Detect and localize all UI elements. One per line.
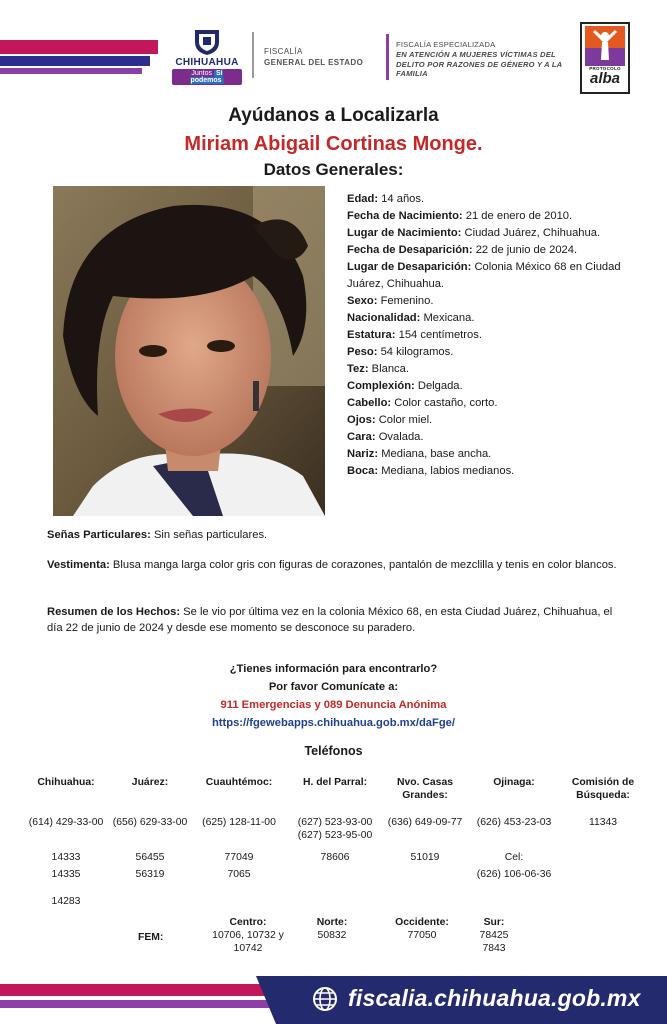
col-header-cuauhtemoc: Cuauhtémoc:	[205, 777, 273, 788]
data-row-peso	[347, 344, 647, 361]
data-row-lugar-desaparicion	[347, 259, 647, 293]
slogan-left: Juntos	[191, 70, 213, 77]
slogan-right: Sí podemos	[190, 70, 223, 84]
data-row-sexo	[347, 293, 647, 310]
data-row-lugar-nacimiento	[347, 225, 647, 242]
col-header-casas-grandes	[380, 776, 470, 802]
phones-title: Teléfonos	[304, 744, 363, 758]
data-value: Blanca.	[368, 363, 409, 375]
phone-cell: 14283	[51, 896, 81, 907]
col-header-ojinaga: Ojinaga:	[493, 777, 535, 788]
data-label: Fecha de Desaparición:	[347, 244, 473, 256]
data-label: Estatura:	[347, 329, 396, 341]
data-row-fecha-desaparicion	[347, 242, 647, 259]
fem-occidente	[382, 916, 462, 942]
data-label: Lugar de Desaparición:	[347, 261, 472, 273]
data-row-tez	[347, 361, 647, 378]
fem-line1: FISCALÍA ESPECIALIZADA	[396, 40, 496, 49]
data-label: Complexión:	[347, 380, 415, 392]
fem-centro	[196, 916, 300, 955]
data-row-cabello	[347, 395, 647, 412]
fem-sur	[466, 916, 522, 955]
phone-cell: 51019	[410, 852, 440, 863]
fem-col-header: Centro:	[229, 917, 267, 928]
header-stripe-purple	[0, 68, 142, 74]
page-title: Ayúdanos a Localizarla	[228, 105, 439, 126]
phone-cell: 56455	[135, 852, 165, 863]
data-value: Ovalada.	[375, 431, 424, 443]
data-label: Ojos:	[347, 414, 376, 426]
data-value: Mediana, labios medianos.	[378, 465, 515, 477]
data-value: Delgada.	[414, 380, 463, 392]
fem-col-value: 77050	[407, 930, 437, 941]
alba-figure-icon	[585, 26, 625, 66]
phone-cell: (626) 106-06-36	[476, 869, 552, 880]
senas-value: Sin señas particulares.	[150, 529, 268, 541]
data-value: Femenino.	[377, 295, 434, 307]
data-value: 14 años.	[378, 193, 425, 205]
phone-cell: (626) 453-23-03	[476, 817, 552, 828]
footer-stripe-purple	[0, 1000, 290, 1008]
phone-line: (627) 523-95-00	[297, 830, 373, 841]
senas-label: Señas Particulares:	[47, 529, 151, 541]
globe-icon	[312, 986, 338, 1012]
data-label: Lugar de Nacimiento:	[347, 227, 462, 239]
fem-col-value: 50832	[317, 930, 347, 941]
data-value: Colonia México 68 en Ciudad Juárez, Chihuahua.	[347, 261, 621, 290]
data-value: Mexicana.	[420, 312, 475, 324]
contact-call: Por favor Comunícate a:	[268, 681, 399, 693]
fge-line2: GENERAL DEL ESTADO	[264, 58, 364, 67]
data-value: Ciudad Juárez, Chihuahua.	[461, 227, 601, 239]
resumen-label: Resumen de los Hechos:	[47, 606, 181, 618]
data-label: Fecha de Nacimiento:	[347, 210, 463, 222]
header-stripe-magenta	[0, 40, 158, 54]
footer-website-link[interactable]: fiscalia.chihuahua.gob.mx	[348, 985, 641, 1011]
phone-cell: 14335	[51, 869, 81, 880]
phone-cell: Cel:	[504, 852, 524, 863]
vestimenta	[47, 557, 627, 573]
resumen-value: Se le vio por última vez en la colonia México 68, en esta Ciudad Juárez, Chihuahua, el día 22 de junio de 2024 y desde ese momento se desconoce su paradero.	[47, 606, 613, 634]
contact-block	[0, 660, 667, 732]
data-value: 21 de enero de 2010.	[462, 210, 573, 222]
fem-col-value: 7843	[482, 943, 506, 954]
header	[0, 0, 667, 100]
data-label: Tez:	[347, 363, 369, 375]
data-label: Sexo:	[347, 295, 378, 307]
phone-cell	[290, 816, 380, 842]
report-url-link[interactable]: https://fgewebapps.chihuahua.gob.mx/daFge/	[211, 717, 456, 729]
data-row-estatura	[347, 327, 647, 344]
data-row-boca	[347, 463, 647, 480]
data-label: Cabello:	[347, 397, 392, 409]
col-header-comision	[560, 776, 646, 802]
fem-col-header: Sur:	[483, 917, 505, 928]
alba-subtitle: PROTOCOLO	[589, 66, 621, 71]
data-value: 54 kilogramos.	[377, 346, 454, 358]
alba-logo	[580, 22, 630, 94]
col-header-juarez: Juárez:	[131, 777, 169, 788]
senas-particulares	[47, 527, 627, 543]
section-title: Datos Generales:	[263, 160, 404, 179]
data-row-ojos	[347, 412, 647, 429]
phone-cell: 78606	[320, 852, 350, 863]
fem-col-value: 78425	[479, 930, 509, 941]
coat-of-arms-icon	[192, 28, 222, 56]
phone-line: (627) 523-93-00	[297, 817, 373, 828]
vestimenta-label: Vestimenta:	[47, 559, 110, 571]
fem-col-value: 10706, 10732 y	[212, 930, 284, 941]
phone-cell: 11343	[588, 817, 618, 828]
col-header-chihuahua: Chihuahua:	[37, 777, 95, 788]
contact-question: ¿Tienes información para encontrarlo?	[229, 663, 438, 675]
fem-line2: EN ATENCIÓN A MUJERES VÍCTIMAS DEL DELITO POR RAZONES DE GÉNERO Y A LA FAMILIA	[396, 49, 563, 79]
header-stripe-navy	[0, 56, 150, 66]
data-row-fecha-nacimiento	[347, 208, 647, 225]
col-header-parral: H. del Parral:	[302, 777, 368, 788]
vestimenta-value: Blusa manga larga color gris con figuras de corazones, pantalón de mezclilla y tenis en color blancos.	[109, 559, 617, 571]
data-value: 22 de junio de 2024.	[472, 244, 578, 256]
chihuahua-slogan	[172, 69, 242, 85]
fge-line1: FISCALÍA	[264, 47, 303, 56]
portrait-illustration	[53, 186, 325, 516]
footer-stripe-magenta	[0, 984, 300, 996]
data-row-nacionalidad	[347, 310, 647, 327]
fem-logo-text	[396, 40, 566, 79]
data-label: Cara:	[347, 431, 376, 443]
phone-cell: (636) 649-09-77	[387, 817, 463, 828]
data-value: Mediana, base ancha.	[378, 448, 492, 460]
col-header-line: Grandes:	[402, 790, 448, 801]
data-label: Edad:	[347, 193, 379, 205]
chihuahua-logo	[172, 28, 242, 88]
footer	[0, 976, 667, 1024]
fem-col-value: 10742	[233, 943, 263, 954]
data-row-edad	[347, 191, 647, 208]
header-divider	[252, 32, 254, 78]
data-label: Peso:	[347, 346, 378, 358]
phone-cell: 77049	[224, 852, 254, 863]
resumen-hechos	[47, 604, 627, 636]
data-label: Nacionalidad:	[347, 312, 421, 324]
data-value: Color castaño, corto.	[391, 397, 498, 409]
data-row-nariz	[347, 446, 647, 463]
data-row-cara	[347, 429, 647, 446]
col-header-line: Búsqueda:	[576, 790, 630, 801]
chihuahua-name: CHIHUAHUA	[175, 57, 239, 68]
fem-norte	[300, 916, 364, 942]
data-label: Boca:	[347, 465, 379, 477]
fge-logo-text	[264, 46, 363, 68]
general-data-list	[347, 191, 647, 480]
header-divider-purple	[386, 34, 389, 80]
data-row-complexion	[347, 378, 647, 395]
data-value: 154 centímetros.	[395, 329, 482, 341]
col-header-line: Comisión de	[571, 777, 635, 788]
fem-col-header: Occidente:	[395, 917, 449, 928]
fem-label: FEM:	[138, 932, 164, 943]
footer-url-box	[276, 976, 667, 1024]
phone-cell: (656) 629-33-00	[112, 817, 188, 828]
missing-person-photo	[53, 186, 325, 516]
fem-col-header: Norte:	[316, 917, 348, 928]
missing-person-name: Miriam Abigail Cortinas Monge.	[184, 133, 483, 155]
phone-cell: (614) 429-33-00	[28, 817, 104, 828]
phone-cell: 56319	[135, 869, 165, 880]
alba-wordmark: alba	[589, 70, 620, 87]
data-label: Nariz:	[347, 448, 379, 460]
phone-cell: (625) 128-11-00	[202, 817, 276, 828]
phone-cell: 7065	[227, 869, 251, 880]
phone-cell: 14333	[51, 852, 81, 863]
col-header-line: Nvo. Casas	[396, 777, 454, 788]
data-value: Color miel.	[375, 414, 433, 426]
emergency-numbers: 911 Emergencias y 089 Denuncia Anónima	[220, 699, 447, 711]
